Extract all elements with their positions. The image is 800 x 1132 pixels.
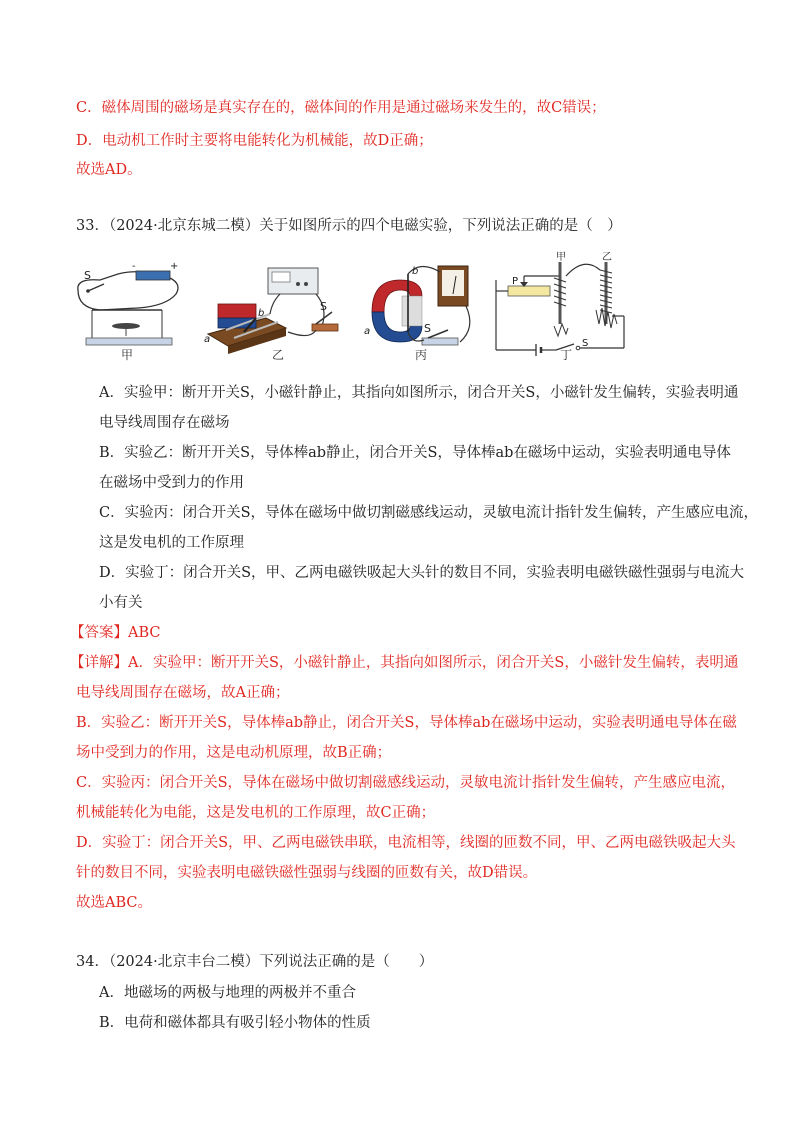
q33-detail-line7: D．实验丁：闭合开关S，甲、乙两电磁铁串联，电流相等，线圈的匝数不同，甲、乙两电磁铁吸起大头 (76, 835, 736, 851)
label-jia-magnet: 甲 (556, 252, 566, 263)
caption-ding: 丁 (560, 348, 573, 362)
switch-label-ding: S (582, 338, 589, 349)
q33-option-a-line1: A．实验甲：断开开关S，小磁针静止，其指向如图所示，闭合开关S，小磁针发生偏转，实验表明通 (99, 385, 739, 401)
caption-bing: 丙 (415, 348, 428, 362)
prev-conclusion: 故选AD。 (76, 162, 142, 178)
label-p: P (512, 276, 519, 287)
prev-answer-c: C．磁体周围的磁场是真实存在的，磁体间的作用是通过磁场来发生的，故C错误； (76, 100, 606, 116)
q33-detail-line4: 场中受到力的作用，这是电动机原理，故B正确； (76, 745, 392, 761)
switch-label-jia: S (84, 269, 91, 282)
q34-option-a: A．地磁场的两极与地理的两极并不重合 (99, 985, 356, 1001)
label-b-yi: b (258, 308, 265, 319)
plus-label: + (170, 261, 179, 272)
q33-detail-line6: 机械能转化为电能，这是发电机的工作原理，故C正确； (76, 805, 436, 821)
q33-stem: 33．（2024·北京东城二模）关于如图所示的四个电磁实验，下列说法正确的是（ ） (76, 218, 622, 234)
q34-stem: 34．（2024·北京丰台二模）下列说法正确的是（ ） (76, 954, 434, 970)
q33-option-d-line2: 小有关 (99, 595, 143, 611)
q33-detail-line1: 【详解】A．实验甲：断开开关S，小磁针静止，其指向如图所示，闭合开关S，小磁针发生偏转，表明通 (70, 655, 739, 671)
caption-yi: 乙 (272, 348, 285, 362)
q33-option-c-line2: 这是发电机的工作原理 (99, 535, 244, 551)
minus-label: - (132, 261, 136, 272)
q33-option-b-line2: 在磁场中受到力的作用 (99, 475, 244, 491)
q33-detail-line2: 电导线周围存在磁场，故A正确； (76, 685, 290, 701)
switch-label-yi: S (320, 300, 327, 313)
q34-option-b: B．电荷和磁体都具有吸引轻小物体的性质 (99, 1015, 371, 1031)
switch-label-bing: S (424, 322, 431, 335)
q33-detail-line8: 针的数目不同，实验表明电磁铁磁性强弱与线圈的匝数有关，故D错误。 (76, 865, 538, 881)
q33-answer: 【答案】ABC (70, 625, 161, 641)
label-a-yi: a (204, 334, 211, 345)
q33-option-a-line2: 电导线周围存在磁场 (99, 415, 230, 431)
prev-answer-d: D．电动机工作时主要将电能转化为机械能，故D正确； (76, 133, 433, 149)
q33-option-c-line1: C．实验丙：闭合开关S，导体在磁场中做切割磁感线运动，灵敏电流计指针发生偏转，产生感应电流， (99, 505, 759, 521)
q33-option-d-line1: D．实验丁：闭合开关S，甲、乙两电磁铁吸起大头针的数目不同，实验表明电磁铁磁性强弱与电流大 (99, 565, 745, 581)
label-a-bing: a (364, 326, 371, 337)
q33-detail-line5: C．实验丙：闭合开关S，导体在磁场中做切割磁感线运动，灵敏电流计指针发生偏转，产生感应电流， (76, 775, 736, 791)
label-yi-magnet: 乙 (602, 252, 612, 263)
q33-conclusion: 故选ABC。 (76, 895, 152, 911)
q33-option-b-line1: B．实验乙：断开开关S，导体棒ab静止，闭合开关S，导体棒ab在磁场中运动，实验表明通电导体 (99, 445, 731, 461)
caption-jia: 甲 (121, 348, 134, 362)
q33-detail-line3: B．实验乙：断开开关S，导体棒ab静止，闭合开关S，导体棒ab在磁场中运动，实验表明通电导体在磁 (76, 715, 737, 731)
label-b-bing: b (412, 266, 419, 277)
